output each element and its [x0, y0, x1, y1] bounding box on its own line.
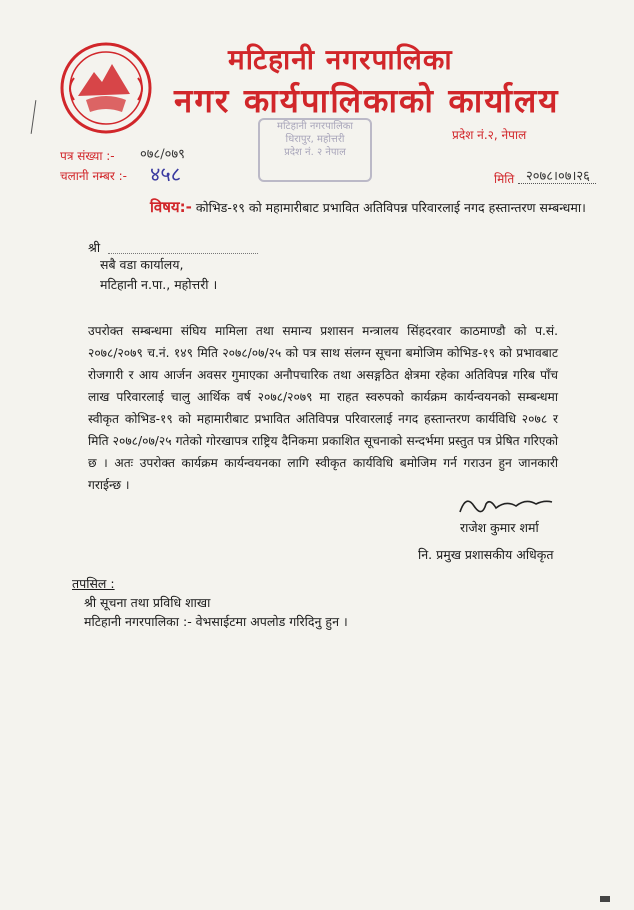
subject-line — [150, 197, 586, 217]
office-name: नगर कार्यपालिकाको कार्यालय — [174, 81, 560, 120]
recipient-prefix: श्री — [88, 240, 101, 255]
signatory-title: नि. प्रमुख प्रशासकीय अधिकृत — [418, 547, 554, 562]
date-label: मिति — [494, 172, 515, 186]
date-underline — [518, 183, 596, 184]
subject-text: कोभिड-१९ को महामारीबाट प्रभावित अतिविपन्न परिवारलाई नगद हस्तान्तरण सम्बन्धमा। — [195, 200, 586, 215]
date-value: २०७८।०७।२६ — [526, 169, 590, 184]
signatory-name: राजेश कुमार शर्मा — [460, 520, 539, 535]
signature — [456, 490, 556, 520]
province-text: प्रदेश नं.२, नेपाल — [452, 128, 527, 142]
subject-label: विषय:- — [150, 198, 192, 216]
municipality-name: मटिहानी नगरपालिका — [228, 43, 453, 76]
patra-sankhya-value: ०७८/०७९ — [140, 147, 185, 162]
emblem-logo — [56, 38, 156, 138]
recipient-line2: मटिहानी न.पा., महोत्तरी । — [100, 277, 218, 292]
chalani-value: ४५८ — [150, 162, 182, 186]
recipient-line1: सबै वडा कार्यालय, — [100, 257, 184, 272]
chalani-label: चलानी नम्बर :- — [60, 169, 127, 183]
recipient-dots — [108, 253, 258, 254]
corner-mark — [600, 896, 610, 902]
office-seal: मटिहानी नगरपालिका धिरापुर, महोत्तरी प्रदेश नं. २ नेपाल — [258, 118, 372, 182]
cc-line2: मटिहानी नगरपालिका :- वेभसाईटमा अपलोड गरिदिनु हुन । — [84, 614, 348, 629]
cc-line1: श्री सूचना तथा प्रविधि शाखा — [84, 595, 211, 610]
margin-mark — [31, 100, 37, 134]
patra-sankhya-label: पत्र संख्या :- — [60, 149, 115, 163]
letter-body: उपरोक्त सम्बन्धमा संघिय मामिला तथा समान्य प्रशासन मन्त्रालय सिंहदरवार काठमाण्डौ को प.सं. २०७८/२०७९ च.नं. १४९ मिति २०७८/०७/२५ को पत्र साथ संलग्न सूचना बमोजिम कोभिड-१९ को प्रभावबाट रोजगारी र आय आर्जन अवसर गुमाएका अनौपचारिक तथा असङ्गठित क्षेत्रमा रहेका अतिविपन्न गरिब पाँच लाख परिवारलाई चालु आर्थिक वर्ष २०७८/२०७९ मा राहत स्वरुपको कार्यक्रम कार्यन्वयनको सम्बन्धमा स्वीकृत कोभिड-१९ को महामारीबाट प्रभावित अतिविपन्न परिवारलाई नगद हस्तान्तरण कार्यविधि २०७८ र मिति २०७८/०७/२५ गतेको गोरखापत्र राष्ट्रिय दैनिकमा प्रकाशित सूचनाको सन्दर्भमा प्रस्तुत पत्र प्रेषित गरिएको छ । अतः उपरोक्त कार्यक्रम कार्यन्वयनका लागि स्वीकृत कार्यविधि बमोजिम गर्न गराउन हुन जानकारी गराईन्छ । — [88, 324, 558, 492]
cc-label: तपसिल : — [72, 576, 115, 591]
